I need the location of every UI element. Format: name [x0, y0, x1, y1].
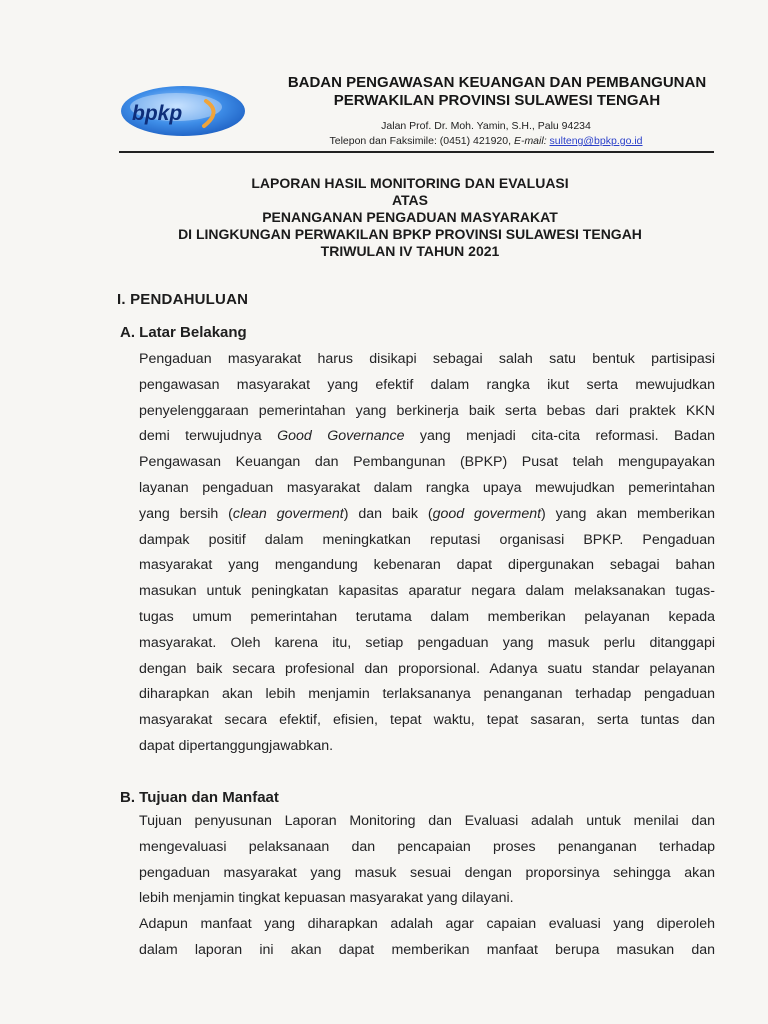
paragraph-latar-belakang	[139, 347, 715, 760]
text-line: penyelenggaraan pemerintahan yang berkinerja baik serta bebas dari praktek KKN	[139, 402, 715, 419]
title-line-4: DI LINGKUNGAN PERWAKILAN BPKP PROVINSI SULAWESI TENGAH	[178, 226, 642, 242]
title-line-1: LAPORAN HASIL MONITORING DAN EVALUASI	[251, 175, 569, 191]
title-line-3: PENANGANAN PENGADUAN MASYARAKAT	[262, 209, 558, 225]
text-run: yang menjadi cita-cita reformasi. Badan	[419, 428, 715, 445]
text-run-italic: Good Governance	[277, 428, 405, 445]
text-line: Tujuan penyusunan Laporan Monitoring dan Evaluasi adalah untuk menilai dan	[139, 813, 715, 829]
paragraph-tujuan-manfaat	[139, 809, 715, 964]
phone-text: Telepon dan Faksimile: (0451) 421920,	[329, 135, 514, 147]
text-line	[139, 502, 715, 528]
text-line: dengan baik secara profesional dan proporsional. Adanya suatu standar pelayanan	[139, 660, 715, 677]
contact-line	[300, 134, 672, 149]
text-run: yang bersih (	[139, 505, 233, 522]
text-run-italic: good goverment	[432, 505, 542, 522]
text-line: dalam laporan ini akan dapat memberikan manfaat berupa masukan dan	[139, 941, 715, 958]
text-line: Pengaduan masyarakat harus disikapi sebagai salah satu bentuk partisipasi	[139, 351, 715, 367]
org-line-1: BADAN PENGAWASAN KEUANGAN DAN PEMBANGUNAN	[287, 74, 707, 91]
text-run: ) dan baik (	[343, 505, 433, 522]
letterhead-divider	[119, 151, 714, 153]
text-run-italic: clean goverment	[232, 505, 344, 522]
title-line-2: ATAS	[391, 192, 429, 208]
text-line: masyarakat. Oleh karena itu, setiap pengaduan yang masuk perlu ditanggapi	[139, 634, 715, 651]
email-label: E-mail:	[513, 135, 547, 147]
subheading-latar-belakang: A. Latar Belakang	[120, 324, 247, 341]
text-line: pengawasan masyarakat yang efektif dalam rangka ikut serta mewujudkan	[139, 376, 715, 393]
organization-name	[262, 74, 732, 110]
text-run: demi terwujudnya	[139, 428, 262, 445]
address-block	[300, 119, 672, 149]
text-run: ) yang akan memberikan	[541, 505, 715, 522]
title-line-5: TRIWULAN IV TAHUN 2021	[320, 243, 500, 259]
text-line: dapat dipertanggungjawabkan.	[139, 737, 334, 754]
text-line: layanan pengaduan masyarakat dalam rangka upaya mewujudkan pemerintahan	[139, 479, 715, 496]
text-line: masukan untuk peningkatan kapasitas aparatur negara dalam melaksanakan tugas-	[139, 583, 715, 600]
subheading-tujuan-manfaat: B. Tujuan dan Manfaat	[120, 789, 279, 806]
address-line: Jalan Prof. Dr. Moh. Yamin, S.H., Palu 94234	[381, 120, 591, 132]
text-line: lebih menjamin tingkat kepuasan masyarakat yang dilayani.	[139, 890, 514, 907]
email-link[interactable]: sulteng@bpkp.go.id	[549, 135, 643, 147]
org-line-2: PERWAKILAN PROVINSI SULAWESI TENGAH	[333, 92, 661, 109]
text-line: diharapkan akan lebih menjamin terlaksananya penanganan terhadap pengaduan	[139, 686, 715, 703]
text-line: tugas umum pemerintahan terutama dalam memberikan pelayanan kepada	[139, 608, 715, 625]
text-line: pengaduan masyarakat yang masuk sesuai dengan proporsinya sehingga akan	[139, 864, 715, 881]
text-line	[139, 424, 715, 450]
text-line: Pengawasan Keuangan dan Pembangunan (BPKP) Pusat telah mengupayakan	[139, 454, 715, 471]
section-heading-pendahuluan: I. PENDAHULUAN	[117, 291, 249, 308]
text-line: mengevaluasi pelaksanaan dan pencapaian proses penanganan terhadap	[139, 838, 715, 855]
text-line: masyarakat secara efektif, efisien, tepat waktu, tepat sasaran, serta tuntas dan	[139, 712, 715, 729]
logo-wordmark: bpkp	[132, 102, 183, 125]
report-title	[140, 175, 680, 260]
bpkp-logo	[118, 82, 248, 140]
text-line: masyarakat yang mengandung kebenaran dapat dipergunakan sebagai bahan	[139, 557, 715, 574]
text-line: dampak positif dalam meningkatkan reputasi organisasi BPKP. Pengaduan	[139, 531, 715, 548]
text-line: Adapun manfaat yang diharapkan adalah agar capaian evaluasi yang diperoleh	[139, 916, 715, 933]
